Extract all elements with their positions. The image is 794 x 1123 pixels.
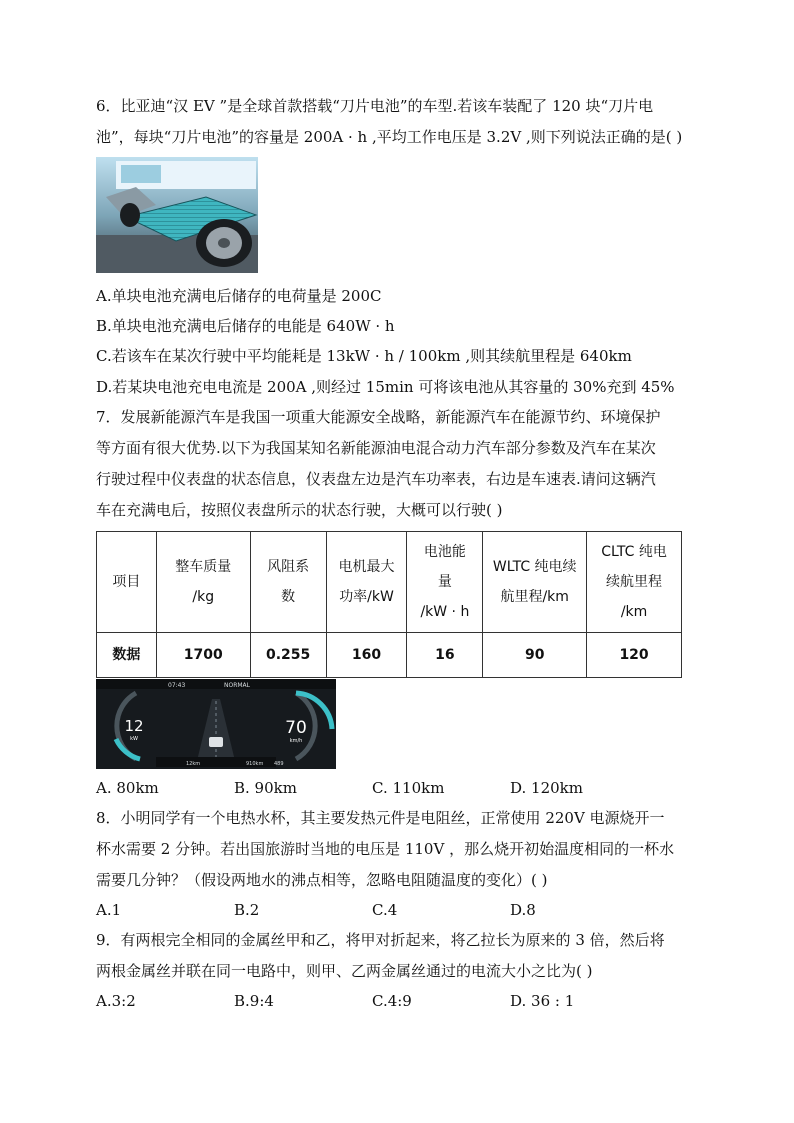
dash-time: 07:43: [168, 682, 186, 689]
table-cell: 数据: [97, 633, 157, 678]
q9-option-b: B.9:4: [234, 992, 274, 1010]
q8-stem-line-3: 需要几分钟？（假设两地水的沸点相等，忽略电阻随温度的变化）( ): [96, 871, 548, 889]
q6-option-c: C.若该车在某次行驶中平均能耗是 13kW · h / 100km ,则其续航里程是 640km: [96, 347, 632, 365]
table-header-cell: WLTC 纯电续 航里程/km: [483, 532, 587, 633]
table-header-cell: 电机最大 功率/kW: [326, 532, 407, 633]
table-header-cell: 整车质量 /kg: [156, 532, 250, 633]
q9-stem-line-1: 9．有两根完全相同的金属丝甲和乙，将甲对折起来，将乙拉长为原来的 3 倍，然后将: [96, 931, 665, 949]
q9-option-d: D. 36 : 1: [510, 992, 575, 1010]
q6-option-d: D.若某块电池充电电流是 200A ,则经过 15min 可将该电池从其容量的 30%充到 45%: [96, 378, 675, 396]
dash-power-value: 12: [124, 717, 144, 735]
q7-stem-line-4: 车在充满电后，按照仪表盘所示的状态行驶，大概可以行驶( ): [96, 501, 503, 519]
q6-stem-line-2: 池”，每块“刀片电池”的容量是 200A · h ,平均工作电压是 3.2V ,则下列说法正确的是( ): [96, 128, 683, 146]
table-header-row: [97, 532, 682, 633]
table-row: [97, 633, 682, 678]
table-cell: 90: [483, 633, 587, 678]
q7-option-d: D. 120km: [510, 779, 583, 797]
q6-option-b: B.单块电池充满电后储存的电能是 640W · h: [96, 317, 395, 335]
q8-options: [96, 900, 696, 920]
q7-stem-line-2: 等方面有很大优势.以下为我国某知名新能源油电混合动力汽车部分参数及汽车在某次: [96, 439, 656, 457]
q8-stem-line-1: 8．小明同学有一个电热水杯，其主要发热元件是电阻丝，正常使用 220V 电源烧开一: [96, 809, 665, 827]
dash-speed-value: 70: [285, 718, 307, 738]
q6-car-battery-photo: [96, 157, 258, 273]
dash-mode: NORMAL: [224, 682, 251, 689]
car-icon: [209, 737, 223, 747]
q8-option-a: A.1: [96, 901, 122, 919]
table-cell: 16: [407, 633, 483, 678]
q8-option-d: D.8: [510, 901, 536, 919]
q9-option-a: A.3:2: [96, 992, 136, 1010]
q7-option-c: C. 110km: [372, 779, 445, 797]
table-cell: 0.255: [250, 633, 326, 678]
q7-stem-line-3: 行驶过程中仪表盘的状态信息，仪表盘左边是汽车功率表，右边是车速表.请问这辆汽: [96, 470, 656, 488]
table-header-cell: CLTC 纯电 续航里程 /km: [587, 532, 682, 633]
q9-stem-line-2: 两根金属丝并联在同一电路中，则甲、乙两金属丝通过的电流大小之比为( ): [96, 962, 593, 980]
dash-power-unit: kW: [130, 736, 138, 742]
q7-option-a: A. 80km: [96, 779, 159, 797]
q7-option-b: B. 90km: [234, 779, 297, 797]
table-cell: 1700: [156, 633, 250, 678]
q7-options: [96, 778, 696, 798]
q7-dashboard-image: [96, 679, 336, 769]
dash-range-c: 489: [274, 761, 284, 767]
q8-option-b: B.2: [234, 901, 260, 919]
q9-option-c: C.4:9: [372, 992, 412, 1010]
table-cell: 160: [326, 633, 407, 678]
dash-speed-unit: km/h: [289, 738, 303, 744]
table-header-cell: 项目: [97, 532, 157, 633]
table-header-cell: 电池能 量 /kW · h: [407, 532, 483, 633]
q7-stem-line-1: 7．发展新能源汽车是我国一项重大能源安全战略，新能源汽车在能源节约、环境保护: [96, 408, 661, 426]
q6-option-a: A.单块电池充满电后储存的电荷量是 200C: [96, 287, 382, 305]
q9-options: [96, 991, 696, 1011]
q7-parameter-table: [96, 531, 682, 678]
q8-stem-line-2: 杯水需要 2 分钟。若出国旅游时当地的电压是 110V ，那么烧开初始温度相同的一杯水: [96, 840, 675, 858]
table-cell: 120: [587, 633, 682, 678]
q8-option-c: C.4: [372, 901, 398, 919]
q6-stem-line-1: 6．比亚迪“汉 EV ”是全球首款搭载“刀片电池”的车型.若该车装配了 120 块“刀片电: [96, 97, 654, 115]
dash-range-b: 910km: [246, 761, 264, 767]
table-header-cell: 风阻系 数: [250, 532, 326, 633]
dash-range-a: 12km: [186, 761, 201, 767]
